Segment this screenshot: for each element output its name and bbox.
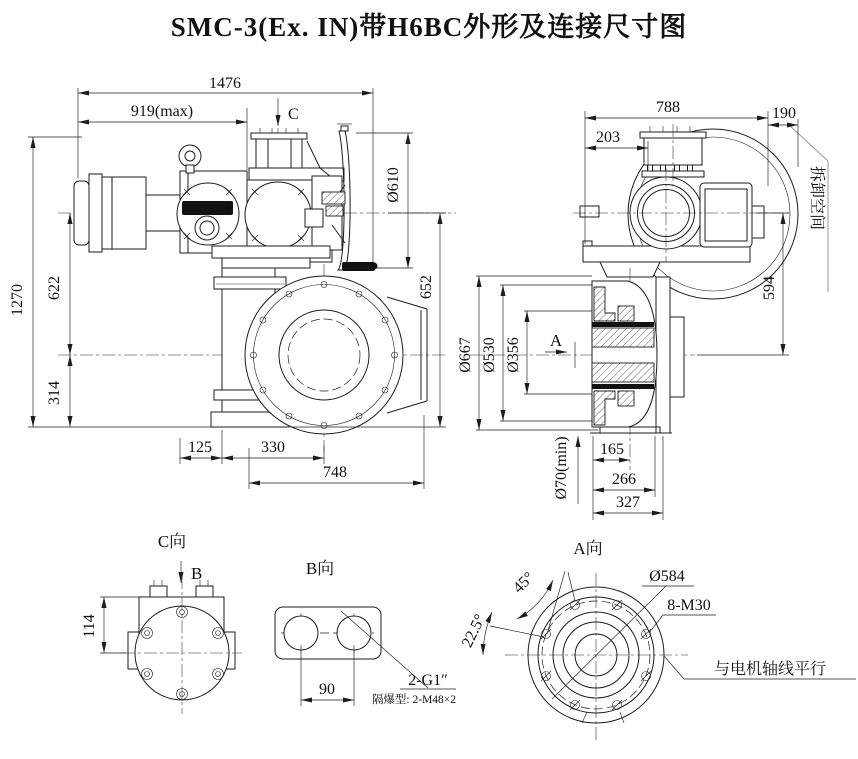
section-c-label: C bbox=[288, 106, 299, 123]
section-a-label: A bbox=[549, 331, 563, 350]
flameproof-note: 隔爆型: 2-M48×2 bbox=[371, 694, 457, 706]
dim-d356: Ø356 bbox=[505, 337, 522, 373]
view-a-flange bbox=[505, 573, 688, 740]
dim-90: 90 bbox=[319, 681, 335, 698]
crank-handle bbox=[342, 262, 375, 271]
dim-748: 748 bbox=[323, 464, 347, 481]
side-view bbox=[457, 99, 828, 520]
dim-622: 622 bbox=[46, 276, 63, 300]
parallel-note: 与电机轴线平行 bbox=[713, 661, 827, 678]
front-view bbox=[9, 75, 456, 489]
conduit-spec: 2-G1″ bbox=[408, 672, 448, 689]
dim-d530: Ø530 bbox=[481, 337, 498, 373]
dim-788: 788 bbox=[656, 99, 680, 116]
dim-45deg: 45° bbox=[509, 568, 538, 597]
view-c bbox=[81, 532, 242, 714]
conduit-hole bbox=[284, 616, 318, 650]
output-drum-section bbox=[590, 277, 684, 433]
dim-114: 114 bbox=[81, 614, 98, 638]
removal-space bbox=[788, 124, 828, 292]
dim-125: 125 bbox=[188, 439, 212, 456]
view-a-leaders bbox=[642, 568, 856, 679]
dim-266: 266 bbox=[612, 471, 636, 488]
brand-plate bbox=[182, 201, 233, 215]
dim-594: 594 bbox=[761, 276, 778, 300]
dim-22-5deg: 22.5° bbox=[458, 611, 490, 651]
dim-919max: 919(max) bbox=[130, 103, 194, 120]
drawing-title: SMC-3(Ex. IN)带H6BC外形及连接尺寸图 bbox=[170, 12, 688, 42]
dim-d667: Ø667 bbox=[457, 337, 474, 373]
dim-d610: Ø610 bbox=[385, 167, 402, 203]
dim-314: 314 bbox=[46, 381, 63, 405]
view-c-title: C向 bbox=[157, 532, 187, 551]
view-a bbox=[459, 539, 856, 740]
lifting-eye bbox=[179, 145, 201, 173]
dim-1270: 1270 bbox=[9, 284, 26, 316]
handwheel-label-disc bbox=[177, 183, 239, 245]
view-b-title: B向 bbox=[305, 559, 335, 578]
section-b-label: B bbox=[191, 564, 203, 583]
dim-327: 327 bbox=[616, 494, 640, 511]
dim-190: 190 bbox=[772, 105, 796, 122]
hub-section bbox=[322, 192, 345, 204]
control-box-front bbox=[700, 183, 764, 247]
dim-652: 652 bbox=[418, 275, 435, 299]
dim-203: 203 bbox=[596, 129, 620, 146]
dim-d70min: Ø70(min) bbox=[553, 436, 570, 500]
control-box-side bbox=[249, 128, 344, 181]
bolt-spec-8-m30: 8-M30 bbox=[667, 597, 711, 614]
view-a-title: A向 bbox=[573, 539, 603, 558]
dim-d584: Ø584 bbox=[649, 568, 685, 585]
dim-1476: 1476 bbox=[209, 75, 241, 92]
gearbox-housing-circle bbox=[245, 276, 427, 434]
removal-space-note: 拆卸空间 bbox=[808, 166, 825, 231]
dim-330: 330 bbox=[261, 439, 285, 456]
dim-165: 165 bbox=[600, 441, 624, 458]
view-b bbox=[275, 559, 456, 706]
